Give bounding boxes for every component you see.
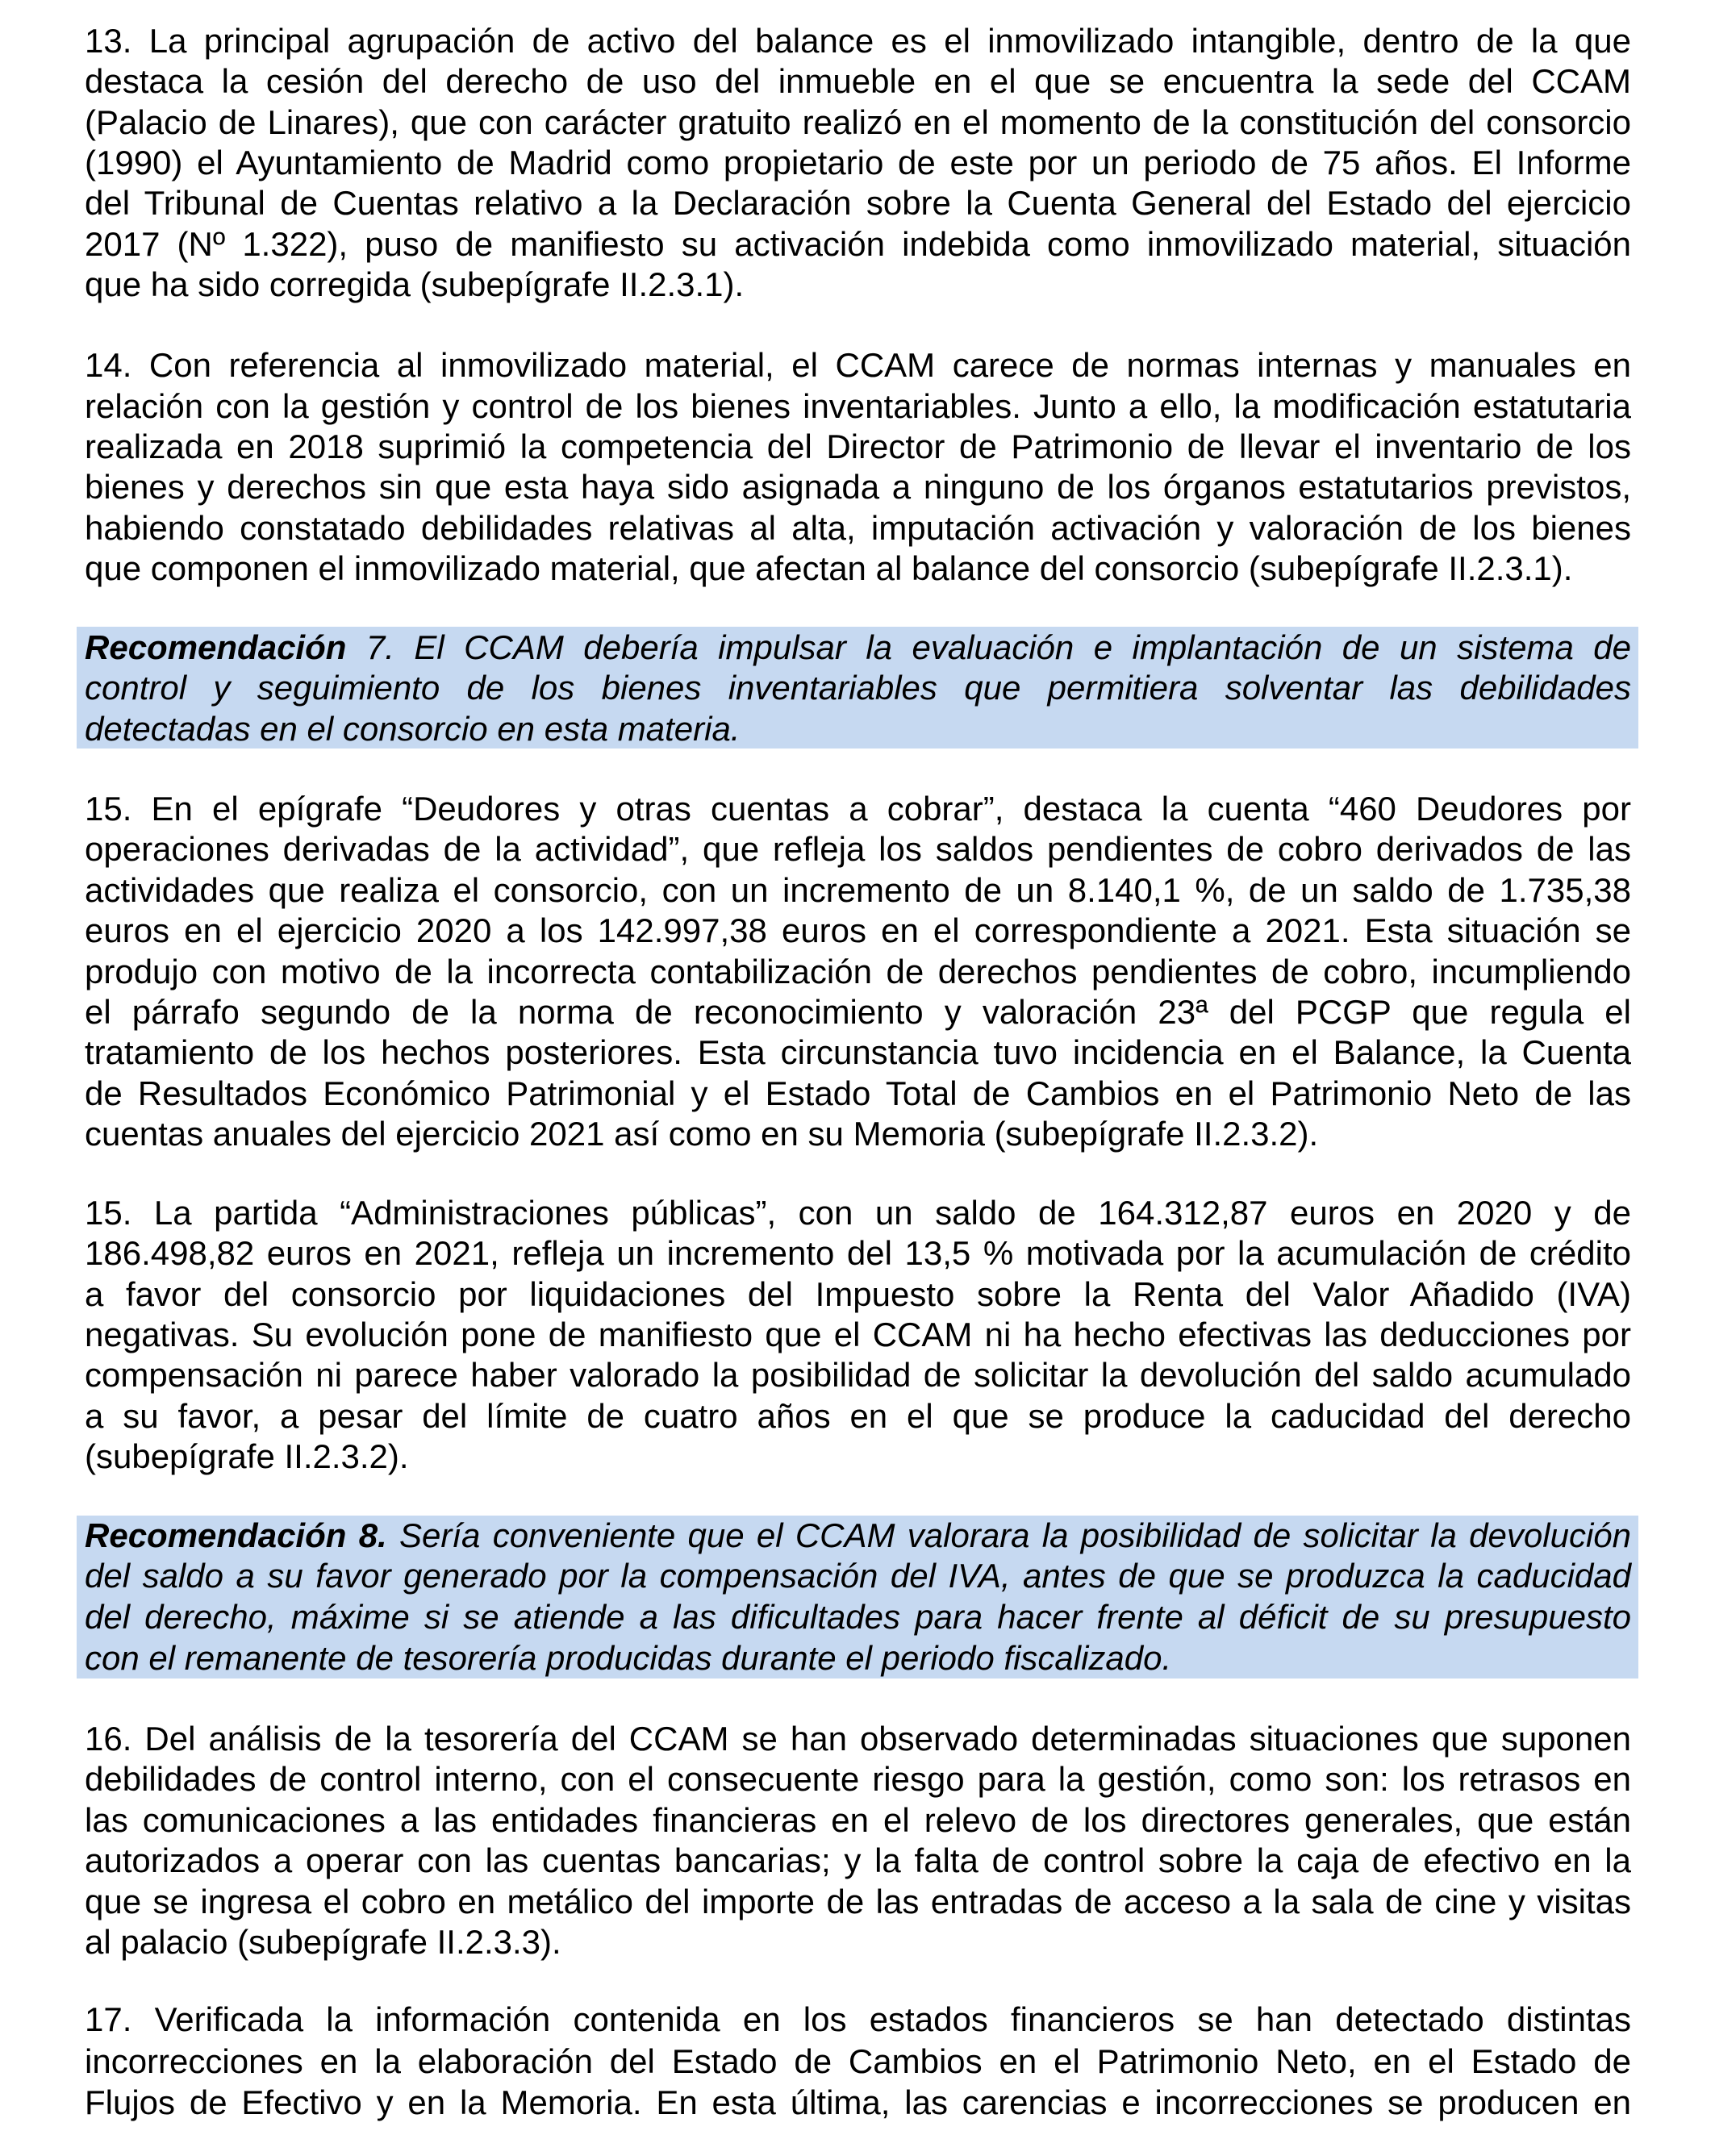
text-line [85, 627, 1631, 668]
recommendation-label: Recomendación [85, 628, 347, 666]
recommendation-text: Sería conveniente que el CCAM valorara la posibilidad de solicitar la devolución [386, 1516, 1631, 1554]
text-line: que componen el inmovilizado material, que afectan al balance del consorcio (subepígrafe II.2.3.1). [85, 549, 1573, 587]
text-line: las comunicaciones a las entidades financieras en el relevo de los directores generales, que están [85, 1801, 1631, 1839]
text-line: 2017 (Nº 1.322), puso de manifiesto su activación indebida como inmovilizado material, situación [85, 225, 1631, 263]
text-line: Flujos de Efectivo y en la Memoria. En esta última, las carencias e incorrecciones se producen en [85, 2083, 1631, 2121]
text-line: cuentas anuales del ejercicio 2021 así como en su Memoria (subepígrafe II.2.3.2). [85, 1115, 1319, 1153]
text-line [85, 1515, 1631, 1556]
recommendation-label: Recomendación 8. [85, 1516, 387, 1554]
text-line: del derecho, máxime si se atiende a las dificultades para hacer frente al déficit de su presupuesto [85, 1598, 1631, 1636]
text-line: a favor del consorcio por liquidaciones del Impuesto sobre la Renta del Valor Añadido (IVA) [85, 1275, 1631, 1313]
recommendation-number: 7. [346, 628, 394, 666]
text-line: 15. En el epígrafe “Deudores y otras cuentas a cobrar”, destaca la cuenta “460 Deudores por [85, 790, 1631, 828]
text-line: realizada en 2018 suprimió la competencia del Director de Patrimonio de llevar el inventario de los [85, 427, 1631, 465]
text-line: del Tribunal de Cuentas relativo a la Declaración sobre la Cuenta General del Estado del ejercicio [85, 184, 1631, 222]
text-line: tratamiento de los hechos posteriores. Esta circunstancia tuvo incidencia en el Balance, la Cuenta [85, 1033, 1631, 1071]
text-line: con el remanente de tesorería producidas durante el periodo fiscalizado. [85, 1639, 1172, 1677]
text-line: (subepígrafe II.2.3.2). [85, 1437, 409, 1475]
text-line: relación con la gestión y control de los bienes inventariables. Junto a ello, la modificación estatutaria [85, 387, 1631, 425]
text-line: incorrecciones en la elaboración del Estado de Cambios en el Patrimonio Neto, en el Estado de [85, 2042, 1631, 2080]
text-line: 186.498,82 euros en 2021, refleja un incremento del 13,5 % motivada por la acumulación de crédito [85, 1234, 1631, 1272]
text-line: (Palacio de Linares), que con carácter gratuito realizó en el momento de la constitución del consorcio [85, 103, 1631, 141]
text-line: 16. Del análisis de la tesorería del CCAM se han observado determinadas situaciones que suponen [85, 1720, 1631, 1758]
text-line: compensación ni parece haber valorado la posibilidad de solicitar la devolución del saldo acumulado [85, 1356, 1631, 1394]
text-line: negativas. Su evolución pone de manifiesto que el CCAM ni ha hecho efectivas las deducciones por [85, 1316, 1631, 1353]
text-line: de Resultados Económico Patrimonial y el Estado Total de Cambios en el Patrimonio Neto de las [85, 1074, 1631, 1112]
text-line: del saldo a su favor generado por la compensación del IVA, antes de que se produzca la caducidad [85, 1557, 1631, 1595]
text-line: autorizados a operar con las cuentas bancarias; y la falta de control sobre la caja de efectivo en la [85, 1841, 1631, 1879]
text-line: 15. La partida “Administraciones públicas”, con un saldo de 164.312,87 euros en 2020 y de [85, 1194, 1631, 1232]
text-line: bienes y derechos sin que esta haya sido asignada a ninguno de los órganos estatutarios previstos, [85, 468, 1631, 506]
recommendation-text: El CCAM debería impulsar la evaluación e implantación de un sistema de [394, 628, 1631, 666]
text-line: que se ingresa el cobro en metálico del importe de las entradas de acceso a la sala de cine y visitas [85, 1883, 1631, 1920]
text-line: 14. Con referencia al inmovilizado material, el CCAM carece de normas internas y manuales en [85, 346, 1631, 384]
text-line: habiendo constatado debilidades relativas al alta, imputación activación y valoración de los bienes [85, 509, 1631, 547]
text-line: a su favor, a pesar del límite de cuatro años en el que se produce la caducidad del derecho [85, 1397, 1631, 1435]
text-line: operaciones derivadas de la actividad”, que refleja los saldos pendientes de cobro derivados de las [85, 830, 1631, 868]
text-line: euros en el ejercicio 2020 a los 142.997,38 euros en el correspondiente a 2021. Esta situación se [85, 911, 1631, 949]
text-line: debilidades de control interno, con el consecuente riesgo para la gestión, como son: los retrasos en [85, 1760, 1631, 1798]
text-line: actividades que realiza el consorcio, con un incremento de un 8.140,1 %, de un saldo de 1.735,38 [85, 871, 1631, 909]
text-line: el párrafo segundo de la norma de reconocimiento y valoración 23ª del PCGP que regula el [85, 993, 1631, 1031]
text-line: que ha sido corregida (subepígrafe II.2.3.1). [85, 265, 745, 303]
text-line: control y seguimiento de los bienes inventariables que permitiera solventar las debilidades [85, 669, 1631, 707]
text-line: produjo con motivo de la incorrecta contabilización de derechos pendientes de cobro, incumpliendo [85, 953, 1631, 990]
text-line: detectadas en el consorcio en esta materia. [85, 710, 741, 748]
text-line: (1990) el Ayuntamiento de Madrid como propietario de este por un periodo de 75 años. El Informe [85, 144, 1631, 181]
text-line: 13. La principal agrupación de activo del balance es el inmovilizado intangible, dentro de la que [85, 22, 1631, 60]
text-line: destaca la cesión del derecho de uso del inmueble en el que se encuentra la sede del CCAM [85, 62, 1631, 100]
text-line: 17. Verificada la información contenida en los estados financieros se han detectado distintas [85, 2000, 1631, 2038]
text-line: al palacio (subepígrafe II.2.3.3). [85, 1923, 561, 1961]
